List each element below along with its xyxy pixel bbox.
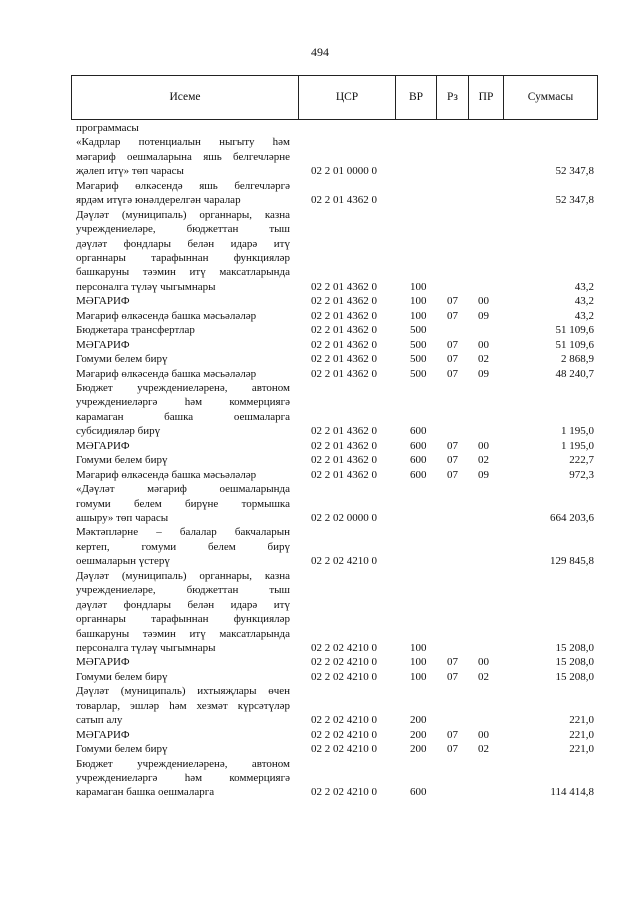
table-row xyxy=(0,179,640,208)
row-rz: 07 xyxy=(447,728,458,741)
row-name-line: карамаган башка оешмаларга xyxy=(76,786,215,799)
row-sum: 51 109,6 xyxy=(555,338,594,351)
row-vr: 200 xyxy=(410,714,427,727)
row-name-line: ашыру» төп чарасы xyxy=(76,512,169,524)
table-row xyxy=(0,670,640,684)
row-pr: 09 xyxy=(478,367,489,380)
row-name-line: «Кадрлар потенциалын ныгыту һәм xyxy=(76,136,290,149)
table-row xyxy=(0,294,640,308)
row-csr: 02 2 01 0000 0 xyxy=(311,165,377,178)
row-rz: 07 xyxy=(447,743,458,756)
row-rz: 07 xyxy=(447,353,458,366)
table-row xyxy=(0,569,640,656)
row-name-line: учреждениеләре, бюджеттан тыш xyxy=(76,223,290,236)
row-pr: 09 xyxy=(478,309,489,322)
row-name-line: Мәгариф өлкәсендә башка мәсьәләләр xyxy=(76,468,257,481)
row-pr: 02 xyxy=(478,353,489,366)
row-sum: 2 868,9 xyxy=(561,353,594,366)
row-csr: 02 2 02 4210 0 xyxy=(311,642,377,655)
table-row xyxy=(0,728,640,742)
table-row xyxy=(0,468,640,482)
row-csr: 02 2 01 4362 0 xyxy=(311,439,377,452)
row-vr: 600 xyxy=(410,468,427,481)
row-csr: 02 2 02 4210 0 xyxy=(311,728,377,741)
table-row xyxy=(0,352,640,366)
row-vr: 500 xyxy=(410,338,427,351)
row-name-line: товарлар, эшләр һәм хезмәт күрсәтүләр xyxy=(76,699,290,712)
row-csr: 02 2 01 4362 0 xyxy=(311,367,377,380)
row-name-line: Мәгариф өлкәсендә яшь белгечләргә xyxy=(76,179,290,192)
row-pr: 02 xyxy=(478,454,489,467)
row-sum: 48 240,7 xyxy=(555,367,594,380)
row-name-line: программасы xyxy=(76,122,139,134)
row-csr: 02 2 02 0000 0 xyxy=(311,511,377,524)
row-name xyxy=(76,323,290,337)
row-csr: 02 2 02 4210 0 xyxy=(311,714,377,727)
table-header xyxy=(71,75,598,120)
header-pr: ПР xyxy=(468,76,503,119)
row-name-line: МӘГАРИФ xyxy=(76,295,130,308)
row-name xyxy=(76,453,290,467)
row-name-line: башкаруны тәэмин итү максатларында xyxy=(76,627,290,640)
row-csr: 02 2 01 4362 0 xyxy=(311,324,377,337)
row-vr: 600 xyxy=(410,439,427,452)
row-rz: 07 xyxy=(447,309,458,322)
row-name-line: Гомуми белем бирү xyxy=(76,353,168,366)
row-pr: 02 xyxy=(478,670,489,683)
row-name-line: оешмаларын үстерү xyxy=(76,555,170,568)
row-sum: 221,0 xyxy=(569,714,594,727)
row-vr: 600 xyxy=(410,425,427,438)
row-rz: 07 xyxy=(447,439,458,452)
row-name-line: МӘГАРИФ xyxy=(76,439,130,452)
row-name-line: Гомуми белем бирү xyxy=(76,670,168,683)
row-csr: 02 2 02 4210 0 xyxy=(311,786,377,799)
row-name-line: дәүләт фондлары белән идарә итү xyxy=(76,237,290,250)
row-sum: 51 109,6 xyxy=(555,324,594,337)
header-csr: ЦСР xyxy=(298,76,395,119)
row-csr: 02 2 01 4362 0 xyxy=(311,194,377,207)
row-sum: 664 203,6 xyxy=(550,511,594,524)
row-name xyxy=(76,208,290,295)
row-vr: 200 xyxy=(410,728,427,741)
row-name-line: башкаруны тәэмин итү максатларында xyxy=(76,266,290,279)
row-name-line: учреждениеләре, бюджеттан тыш xyxy=(76,584,290,597)
row-name-line: персоналга түләү чыгымнары xyxy=(76,642,216,655)
page-number: 494 xyxy=(311,45,329,59)
row-csr: 02 2 01 4362 0 xyxy=(311,338,377,351)
row-csr: 02 2 01 4362 0 xyxy=(311,425,377,438)
table-row xyxy=(0,655,640,669)
row-name xyxy=(76,439,290,453)
row-rz: 07 xyxy=(447,454,458,467)
header-sum: Суммасы xyxy=(503,76,597,119)
row-name-line: МӘГАРИФ xyxy=(76,728,130,741)
row-name-line: «Дәүләт мәгариф оешмаларында xyxy=(76,483,290,496)
row-rz: 07 xyxy=(447,295,458,308)
table-row xyxy=(0,338,640,352)
row-vr: 600 xyxy=(410,454,427,467)
table-row xyxy=(0,135,640,178)
row-sum: 52 347,8 xyxy=(555,165,594,178)
row-name xyxy=(76,309,290,323)
row-name-line: Дәүләт (муниципаль) ихтыяҗлары өчен xyxy=(76,685,290,698)
row-pr: 00 xyxy=(478,728,489,741)
row-sum: 15 208,0 xyxy=(555,656,594,669)
row-rz: 07 xyxy=(447,468,458,481)
row-name-line: Мәктәпләрне – балалар бакчаларын xyxy=(76,526,290,539)
table-row xyxy=(0,367,640,381)
row-vr: 200 xyxy=(410,743,427,756)
row-name xyxy=(76,525,290,568)
row-name xyxy=(76,121,290,135)
row-name-line: җәлеп итү» төп чарасы xyxy=(76,165,184,178)
row-name xyxy=(76,482,290,525)
row-csr: 02 2 01 4362 0 xyxy=(311,280,377,293)
row-name xyxy=(76,468,290,482)
row-name xyxy=(76,135,290,178)
row-sum: 221,0 xyxy=(569,743,594,756)
row-name xyxy=(76,367,290,381)
row-name xyxy=(76,655,290,669)
row-csr: 02 2 01 4362 0 xyxy=(311,454,377,467)
row-name-line: органнары тарафыннан функцияләр xyxy=(76,252,290,265)
row-sum: 15 208,0 xyxy=(555,670,594,683)
table-row xyxy=(0,742,640,756)
row-name-line: МӘГАРИФ xyxy=(76,338,130,351)
row-pr: 09 xyxy=(478,468,489,481)
row-vr: 100 xyxy=(410,642,427,655)
row-name-line: Бюджетара трансфертлар xyxy=(76,324,195,337)
row-rz: 07 xyxy=(447,656,458,669)
row-sum: 52 347,8 xyxy=(555,194,594,207)
row-sum: 43,2 xyxy=(574,309,594,322)
row-sum: 221,0 xyxy=(569,728,594,741)
header-vr: ВР xyxy=(395,76,436,119)
row-vr: 100 xyxy=(410,295,427,308)
row-name xyxy=(76,381,290,439)
row-name-line: гомуми белем бирүне тормышка xyxy=(76,497,290,510)
table-row xyxy=(0,482,640,525)
row-csr: 02 2 02 4210 0 xyxy=(311,656,377,669)
row-sum: 129 845,8 xyxy=(550,555,594,568)
row-name-line: Мәгариф өлкәсендә башка мәсьәләләр xyxy=(76,367,257,380)
row-csr: 02 2 01 4362 0 xyxy=(311,468,377,481)
row-name xyxy=(76,338,290,352)
table-row xyxy=(0,525,640,568)
row-vr: 500 xyxy=(410,367,427,380)
row-name-line: мәгариф оешмаларына яшь белгечләрне xyxy=(76,150,290,163)
row-csr: 02 2 02 4210 0 xyxy=(311,555,377,568)
row-sum: 114 414,8 xyxy=(550,786,594,799)
row-name-line: карамаган башка оешмаларга xyxy=(76,410,290,423)
row-name xyxy=(76,569,290,656)
row-pr: 00 xyxy=(478,656,489,669)
row-vr: 100 xyxy=(410,656,427,669)
row-name xyxy=(76,670,290,684)
row-name xyxy=(76,352,290,366)
row-name-line: Дәүләт (муниципаль) органнары, казна xyxy=(76,208,290,221)
table-row xyxy=(0,208,640,295)
row-name-line: дәүләт фондлары белән идарә итү xyxy=(76,598,290,611)
row-name xyxy=(76,728,290,742)
row-name xyxy=(76,294,290,308)
row-name-line: учреждениеләргә һәм коммерциягә xyxy=(76,772,290,785)
table-row xyxy=(0,121,640,135)
row-rz: 07 xyxy=(447,338,458,351)
row-name-line: Гомуми белем бирү xyxy=(76,454,168,467)
row-name xyxy=(76,742,290,756)
row-vr: 500 xyxy=(410,353,427,366)
row-name-line: Гомуми белем бирү xyxy=(76,743,168,756)
row-rz: 07 xyxy=(447,367,458,380)
table-row xyxy=(0,453,640,467)
row-pr: 00 xyxy=(478,439,489,452)
row-name-line: сатып алу xyxy=(76,714,123,727)
row-name xyxy=(76,757,290,800)
row-sum: 1 195,0 xyxy=(561,439,594,452)
row-name-line: кертеп, гомуми белем бирү xyxy=(76,540,290,553)
table-row xyxy=(0,757,640,800)
row-vr: 600 xyxy=(410,786,427,799)
row-name-line: субсидияләр бирү xyxy=(76,425,161,438)
header-rz: Рз xyxy=(436,76,468,119)
row-sum: 43,2 xyxy=(574,295,594,308)
row-pr: 00 xyxy=(478,338,489,351)
row-csr: 02 2 01 4362 0 xyxy=(311,295,377,308)
row-name-line: Мәгариф өлкәсендә башка мәсьәләләр xyxy=(76,309,257,322)
row-name-line: ярдәм итүгә юнәлдерелгән чаралар xyxy=(76,194,241,207)
row-csr: 02 2 02 4210 0 xyxy=(311,670,377,683)
row-name-line: МӘГАРИФ xyxy=(76,656,130,669)
row-vr: 100 xyxy=(410,280,427,293)
table-row xyxy=(0,323,640,337)
row-rz: 07 xyxy=(447,670,458,683)
table-row xyxy=(0,381,640,439)
table-row xyxy=(0,439,640,453)
row-sum: 15 208,0 xyxy=(555,642,594,655)
row-name-line: Дәүләт (муниципаль) органнары, казна xyxy=(76,569,290,582)
header-name: Исеме xyxy=(169,91,201,103)
row-name-line: Бюджет учреждениеләренә, автоном xyxy=(76,757,290,770)
row-csr: 02 2 02 4210 0 xyxy=(311,743,377,756)
row-sum: 972,3 xyxy=(569,468,594,481)
table-row xyxy=(0,684,640,727)
row-vr: 100 xyxy=(410,670,427,683)
row-sum: 43,2 xyxy=(574,280,594,293)
row-name-line: персоналга түләү чыгымнары xyxy=(76,280,216,293)
row-name xyxy=(76,179,290,208)
row-vr: 500 xyxy=(410,324,427,337)
row-csr: 02 2 01 4362 0 xyxy=(311,309,377,322)
table-row xyxy=(0,309,640,323)
row-name-line: органнары тарафыннан функцияләр xyxy=(76,613,290,626)
row-name-line: Бюджет учреждениеләренә, автоном xyxy=(76,381,290,394)
row-pr: 02 xyxy=(478,743,489,756)
row-vr: 100 xyxy=(410,309,427,322)
row-pr: 00 xyxy=(478,295,489,308)
row-csr: 02 2 01 4362 0 xyxy=(311,353,377,366)
row-name-line: учреждениеләргә һәм коммерциягә xyxy=(76,396,290,409)
row-sum: 222,7 xyxy=(569,454,594,467)
table-body xyxy=(0,121,640,800)
row-sum: 1 195,0 xyxy=(561,425,594,438)
row-name xyxy=(76,684,290,727)
